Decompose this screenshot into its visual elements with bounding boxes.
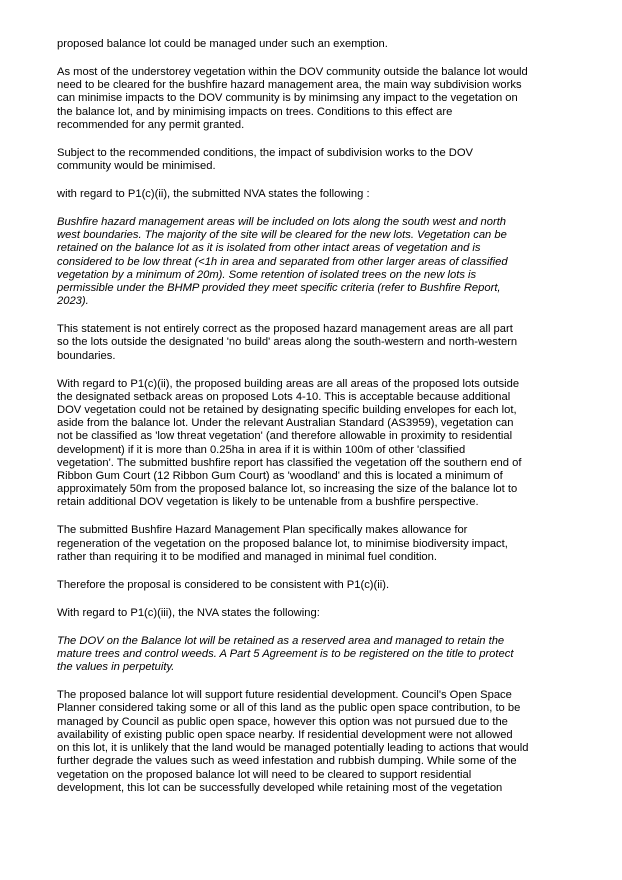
paragraph-consistent: Therefore the proposal is considered to be consistent with P1(c)(ii).	[57, 578, 390, 591]
paragraph-open-space: The proposed balance lot will support future residential development. Council's Open Space Planner considered taking some or all of this land as the public open space contribution, to be managed by Council as public open space, however this option was not pursued due to the availability of existing public open space nearby. If residential development were not allowed on this lot, it is unlikely that the land would be managed potentially leading to actions that would further degrade the values such as weed infestation and rubbish dumping. While some of the vegetation on the proposed balance lot will need to be cleared to support residential development, this lot can be successfully developed while retaining most of the vegetation	[57, 689, 529, 794]
paragraph-bhmp: The submitted Bushfire Hazard Management Plan specifically makes allowance for regeneration of the vegetation on the proposed balance lot, to minimise biodiversity impact, rather than requiring it to be modified and managed in minimal fuel condition.	[57, 524, 508, 563]
paragraph-understorey: As most of the understorey vegetation within the DOV community outside the balance lot would need to be cleared for the bushfire hazard management area, the main way subdivision works can minimise impacts to the DOV community is by minimsing any impact to the vegetation on the balance lot, and by minimising impacts on trees. Conditions to this effect are recommended for any permit granted.	[57, 66, 528, 131]
quote-nva-bushfire: Bushfire hazard management areas will be included on lots along the south west and north west boundaries. The majority of the site will be cleared for the new lots. Vegetation can be retained on the balance lot as it is isolated from other intact areas of vegetation and is considered to be low threat (<1h in area and separated from other larger areas of classified vegetation by a minimum of 20m). Some retention of isolated trees on the new lots is permissible under the BHMP provided they meet specific criteria (refer to Bushfire Report, 2023).	[57, 216, 508, 308]
paragraph-statement: This statement is not entirely correct as the proposed hazard management areas are all part so the lots outside the designated 'no build' areas along the south-western and north-western boundaries.	[57, 323, 518, 362]
paragraph-nva-intro: with regard to P1(c)(ii), the submitted NVA states the following :	[57, 188, 370, 201]
paragraph-conditions: Subject to the recommended conditions, the impact of subdivision works to the DOV community would be minimised.	[57, 146, 474, 173]
quote-nva-balance-lot: The DOV on the Balance lot will be retained as a reserved area and managed to retain the mature trees and control weeds. A Part 5 Agreement is to be registered on the title to protect the values in perpetuity.	[57, 634, 514, 674]
paragraph-building-areas: With regard to P1(c)(ii), the proposed building areas are all areas of the proposed lots outside the designated setback areas on proposed Lots 4-10. This is acceptable because additional DOV vegetation could not be retained by designating specific building envelopes for each lot, aside from the balance lot. Under the relevant Australian Standard (AS3959), vegetation can not be classified as 'low threat vegetation' (and therefore allowable in proximity to residential development) if it is more than 0.25ha in area if it is within 100m of other 'classified vegetation'. The submitted bushfire report has classified the vegetation off the southern end of Ribbon Gum Court (12 Ribbon Gum Court) as 'woodland' and this is located a minimum of approximately 50m from the proposed balance lot, so increasing the size of the balance lot to retain additional DOV vegetation is likely to be untenable from a bushfire perspective.	[57, 377, 522, 509]
paragraph-exemption: proposed balance lot could be managed under such an exemption.	[57, 38, 388, 50]
paragraph-nva-iii: With regard to P1(c)(iii), the NVA states the following:	[57, 606, 320, 619]
